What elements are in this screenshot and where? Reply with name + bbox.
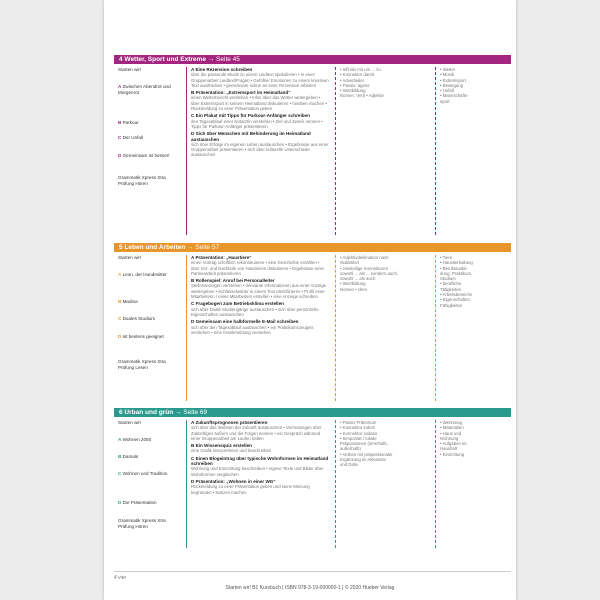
chapter-page-ref: → Seite 57 [187,244,220,251]
divider [186,420,187,548]
lesson-item: B Madina [118,299,138,304]
goal-entry: D Gemeinsam eine halbformelle E-Mail schreiben sich über den Tagesablauf austauschen • ein Praktikumszeugnis verstehen • eine Krankmeldung verstehen [191,319,314,335]
goal-entry: A Zukunftsprognosen präsentieren sich über das Wohnen der Zukunft austauschen • Vermutungen über Zukünftiges äußern und die Folgen nennen • ein Gespräch während einer Gruppenarbeit am Laufen halten [191,420,322,441]
lesson-item: Grammatik Xpress Xtra Prüfung Hören [118,175,166,186]
vocabulary-column: • Werkzeug • Materialien • Haus und Wohnung • Aufgaben im Haushalt • Einrichtung [440,420,467,457]
lesson-item: A Leon, der Hundesitter [118,272,167,277]
goal-entry: A Eine Rezension schreiben über die passende Musik zu einem Liedtext spekulieren • In einer Gruppenarbeit Liedtext/Fragen • Gefühle/ Emotionen zu einem kreativen Text ausdrücken • gemeinsam online an einer Rezension arbeiten [191,67,329,88]
chapter-page-ref: → Seite 69 [174,409,208,416]
chapter-6-header [114,408,511,417]
divider [186,67,187,235]
goal-entry: B Ein Wissensquiz erstellen eine Grafik interpretieren und beschreiben [191,443,272,454]
lesson-item: Starten wir! [118,67,142,72]
lesson-item: D Ist bestens geeignet [118,334,164,339]
chapter-title: 5 Leben und Arbeiten [119,244,186,251]
chapter-title: 6 Urban und grün [119,409,174,416]
goal-entry: B Rollenspiel: Anruf bei Personalleiter Stellenanzeigen verstehen • relevante Informationen aus einer Anzeige weitergeben • Schlüsselwörter in einem Text identifizieren • Profil einer Mitarbeiterin / eines Mitarbeiters erstellen • eine Anzeige schreiben [191,278,327,300]
lesson-item: Starten wir! [118,255,142,260]
vocabulary-column: • Tiere • Haustierhaltung • Berufsausbil- dung, Praktikum, Studium • berufliche Tätigkeiten • Arbeitsbereiche • Eigenschaften, Fähigkeiten [440,255,473,308]
lesson-item: C Der Unfall [118,135,144,140]
chapter-page-ref: → Seite 45 [207,56,240,63]
divider [435,67,437,235]
divider [335,420,337,548]
grammar-column: • Adjektivdeklination nach Nullartikel • zweiteilige Konnektoren sowohl ... als ... sondern auch, sowohl ... als auch • Wortbildung Nomen • chen [340,255,399,292]
goals-column [191,67,329,160]
chapter-4-body [114,67,511,235]
divider [186,255,187,401]
lesson-item: D Die Präsentation [118,500,157,505]
divider [335,67,337,235]
lesson-item: B Damals [118,454,139,459]
goals-column [191,255,329,337]
divider [435,255,437,401]
page-number: 4 vier [114,575,127,581]
goal-entry: C Ein Plakat mit Tipps für Parkour-Anfänger schreiben den Tagesablauf einer Notarztin verstehen • Ziel und Zweck nennen • Tipps für Parkour-Anfänger präsentieren [191,113,323,129]
lesson-item: A Zwischen Abendrot und Morgenrot [118,84,171,95]
footer-text: Starten wir! B1 Kursbuch | ISBN 978-3-19-000000-1 | © 2020 Hueber Verlag [225,585,395,591]
chapter-5-body [114,255,511,401]
goals-column [191,420,329,497]
goal-entry: D Sich über Menschen mit Behinderung im Heimatland austauschen sich über Erfolge im eigenen Leben austauschen • Ergebnisse aus einer Gruppenarbeit präsentieren • sich über kulturelle Unterschiede austauschen [191,131,329,158]
lesson-item: Grammatik Xpress Xtra Prüfung Hören [118,518,166,529]
divider [335,255,337,401]
grammar-column: • Passiv Präteritum • Konnektor indem • Konnektor sodass • temporale / lokale Präpositionen (innerhalb, außerhalb) • Verben mit präpositionaler Ergänzung im Akkusativ und Dativ [340,420,393,468]
chapter-5-header [114,243,511,252]
goal-entry: C Fragebogen zum Betriebsklima erstellen sich über Duale Studiengänge austauschen • sich über persönliche Eigenschaften austauschen [191,301,319,317]
lesson-item: Grammatik Xpress Xtra Prüfung Lesen [118,359,166,370]
lesson-item: C Wohnen und Tradition [118,471,168,476]
goal-entry: B Präsentation: „Extremsport im Heimatland“ einen Wetterbericht verstehen • Infos über das Wetter weitergeben • über Extremsport in seinem Heimatland diskutieren • hinüben machen • Rückmeldung zu einer Präsentation geben [191,90,327,112]
chapter-title: 4 Wetter, Sport und Extreme [119,56,206,63]
chapter-6-body [114,420,511,548]
lesson-item: D Gemeinsam ist besser! [118,153,170,158]
lesson-item: Starten wir! [118,420,142,425]
chapter-4-header [114,55,511,64]
vocabulary-column: • Wetter • Musik • Extremsport • Bewegung • Unfall • Mannschafts- sport [440,67,469,104]
page [104,0,516,600]
footer-rule [114,571,511,572]
lesson-item: B Parkour [118,120,139,125]
grammar-column: • Infinitiv mit um ... zu • Konnektor damit • Adverbialer • Passiv: agens • Wortbildung Nomen, Verb • Adjektiv [340,67,384,99]
goal-entry: C Einen Blogeintrag über typische Wohnformen im Heimatland schreiben Wohnung und Einrichtung beschreiben • eigene Texte und Bilder über Wohnformen vergleichen [191,455,329,477]
lesson-item: A Wohnen 2050 [118,437,152,442]
goal-entry: D Präsentation: „Wohnen in einer WG“ Rückmeldung zu einer Präsentation geben und seine Meinung begründen • Notizen machen [191,478,310,495]
lesson-item: C Duales Studium [118,316,156,321]
goal-entry: A Präsentation: „Haustiere“ einen Vortrag schriftlich rekonstruieren • eine Geschichte erzählen • über Vor- und Nachteile von Haustieren diskutieren • Ergebnisse einer Partnerarbeit präsentieren [191,255,325,276]
divider [435,420,437,548]
